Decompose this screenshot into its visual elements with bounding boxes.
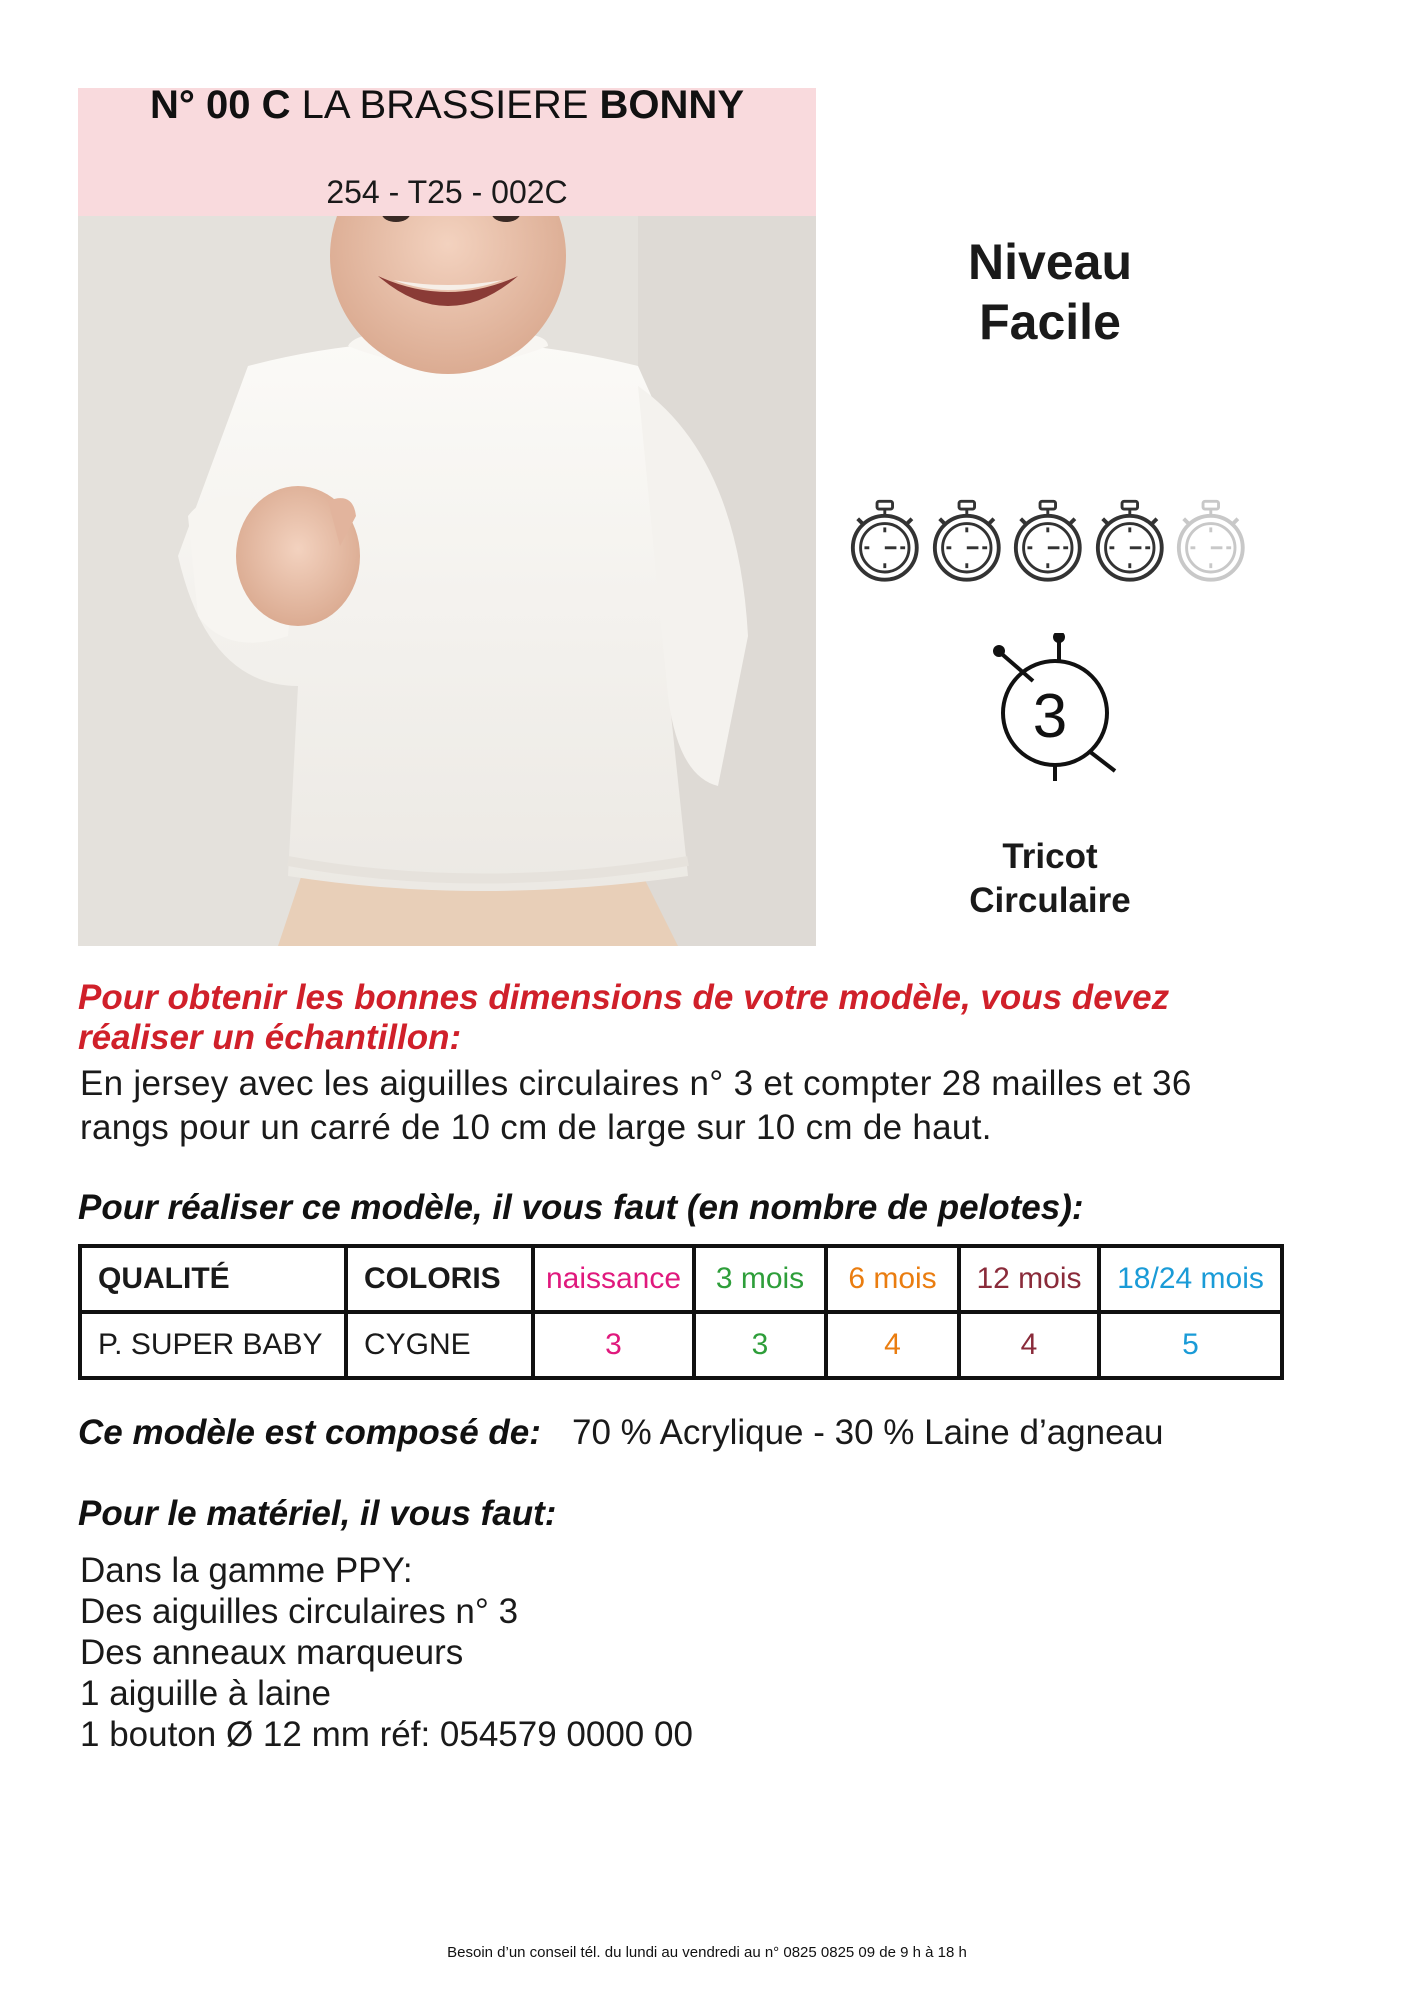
size-header-3-mois: 3 mois xyxy=(694,1246,826,1312)
gauge-heading xyxy=(78,978,1338,1058)
composition-value: 70 % Acrylique - 30 % Laine d’agneau xyxy=(572,1413,1164,1452)
quality-value: P. SUPER BABY xyxy=(80,1312,346,1378)
footer-contact: Besoin d’un conseil tél. du lundi au vendredi au n° 0825 0825 09 de 9 h à 18 h xyxy=(447,1944,967,1961)
materials-item: Des aiguilles circulaires n° 3 xyxy=(80,1592,519,1631)
quantity-6-mois: 4 xyxy=(826,1312,959,1378)
color-header: COLORIS xyxy=(346,1246,533,1312)
quantity-18-24-mois: 5 xyxy=(1099,1312,1282,1378)
level-value: Facile xyxy=(979,294,1121,350)
yarn-heading: Pour réaliser ce modèle, il vous faut (en nombre de pelotes): xyxy=(78,1188,1084,1227)
stopwatch-icon xyxy=(848,498,922,584)
table-row xyxy=(80,1312,1282,1378)
materials-item: 1 bouton Ø 12 mm réf: 054579 0000 00 xyxy=(80,1715,693,1754)
size-header-12-mois: 12 mois xyxy=(959,1246,1099,1312)
materials-item: 1 aiguille à laine xyxy=(80,1674,332,1713)
table-header-row xyxy=(80,1246,1282,1312)
technique-line-2: Circulaire xyxy=(969,881,1131,920)
materials-heading: Pour le matériel, il vous faut: xyxy=(78,1494,557,1533)
size-header-naissance: naissance xyxy=(533,1246,694,1312)
pattern-name: BONNY xyxy=(599,83,744,127)
quality-header: QUALITÉ xyxy=(80,1246,346,1312)
gauge-heading-line-2: réaliser un échantillon: xyxy=(78,1018,462,1057)
product-photo xyxy=(78,216,816,946)
gauge-heading-line-1: Pour obtenir les bonnes dimensions de votre modèle, vous devez xyxy=(78,978,1170,1017)
quantity-12-mois: 4 xyxy=(959,1312,1099,1378)
pattern-name-prefix: LA BRASSIERE xyxy=(301,83,589,127)
materials-item: Dans la gamme PPY: xyxy=(80,1551,413,1590)
pattern-reference: 254 - T25 - 002C xyxy=(326,174,568,210)
materials-list xyxy=(80,1550,1280,1755)
yarn-table xyxy=(78,1244,1284,1380)
stopwatch-icon xyxy=(1093,498,1167,584)
knitting-technique xyxy=(880,835,1220,923)
technique-line-1: Tricot xyxy=(1002,837,1098,876)
difficulty-level xyxy=(880,232,1220,352)
composition xyxy=(78,1408,1338,1458)
quantity-naissance: 3 xyxy=(533,1312,694,1378)
stopwatch-icon xyxy=(930,498,1004,584)
stopwatch-icon xyxy=(1011,498,1085,584)
gauge-text xyxy=(80,1062,1340,1150)
gauge-text-line-2: rangs pour un carré de 10 cm de large sur 10 cm de haut. xyxy=(80,1108,992,1147)
gauge-text-line-1: En jersey avec les aiguilles circulaires n° 3 et compter 28 mailles et 36 xyxy=(80,1064,1192,1103)
pattern-title xyxy=(78,80,816,130)
composition-label: Ce modèle est composé de: xyxy=(78,1413,541,1452)
size-header-18-24-mois: 18/24 mois xyxy=(1099,1246,1282,1312)
size-header-6-mois: 6 mois xyxy=(826,1246,959,1312)
difficulty-timers xyxy=(848,498,1248,588)
quantity-3-mois: 3 xyxy=(694,1312,826,1378)
color-value: CYGNE xyxy=(346,1312,533,1378)
level-label: Niveau xyxy=(968,234,1132,290)
stopwatch-icon xyxy=(1174,498,1248,584)
pattern-number: N° 00 C xyxy=(150,83,291,127)
needle-size-number: 3 xyxy=(1032,682,1068,751)
materials-item: Des anneaux marqueurs xyxy=(80,1633,464,1672)
